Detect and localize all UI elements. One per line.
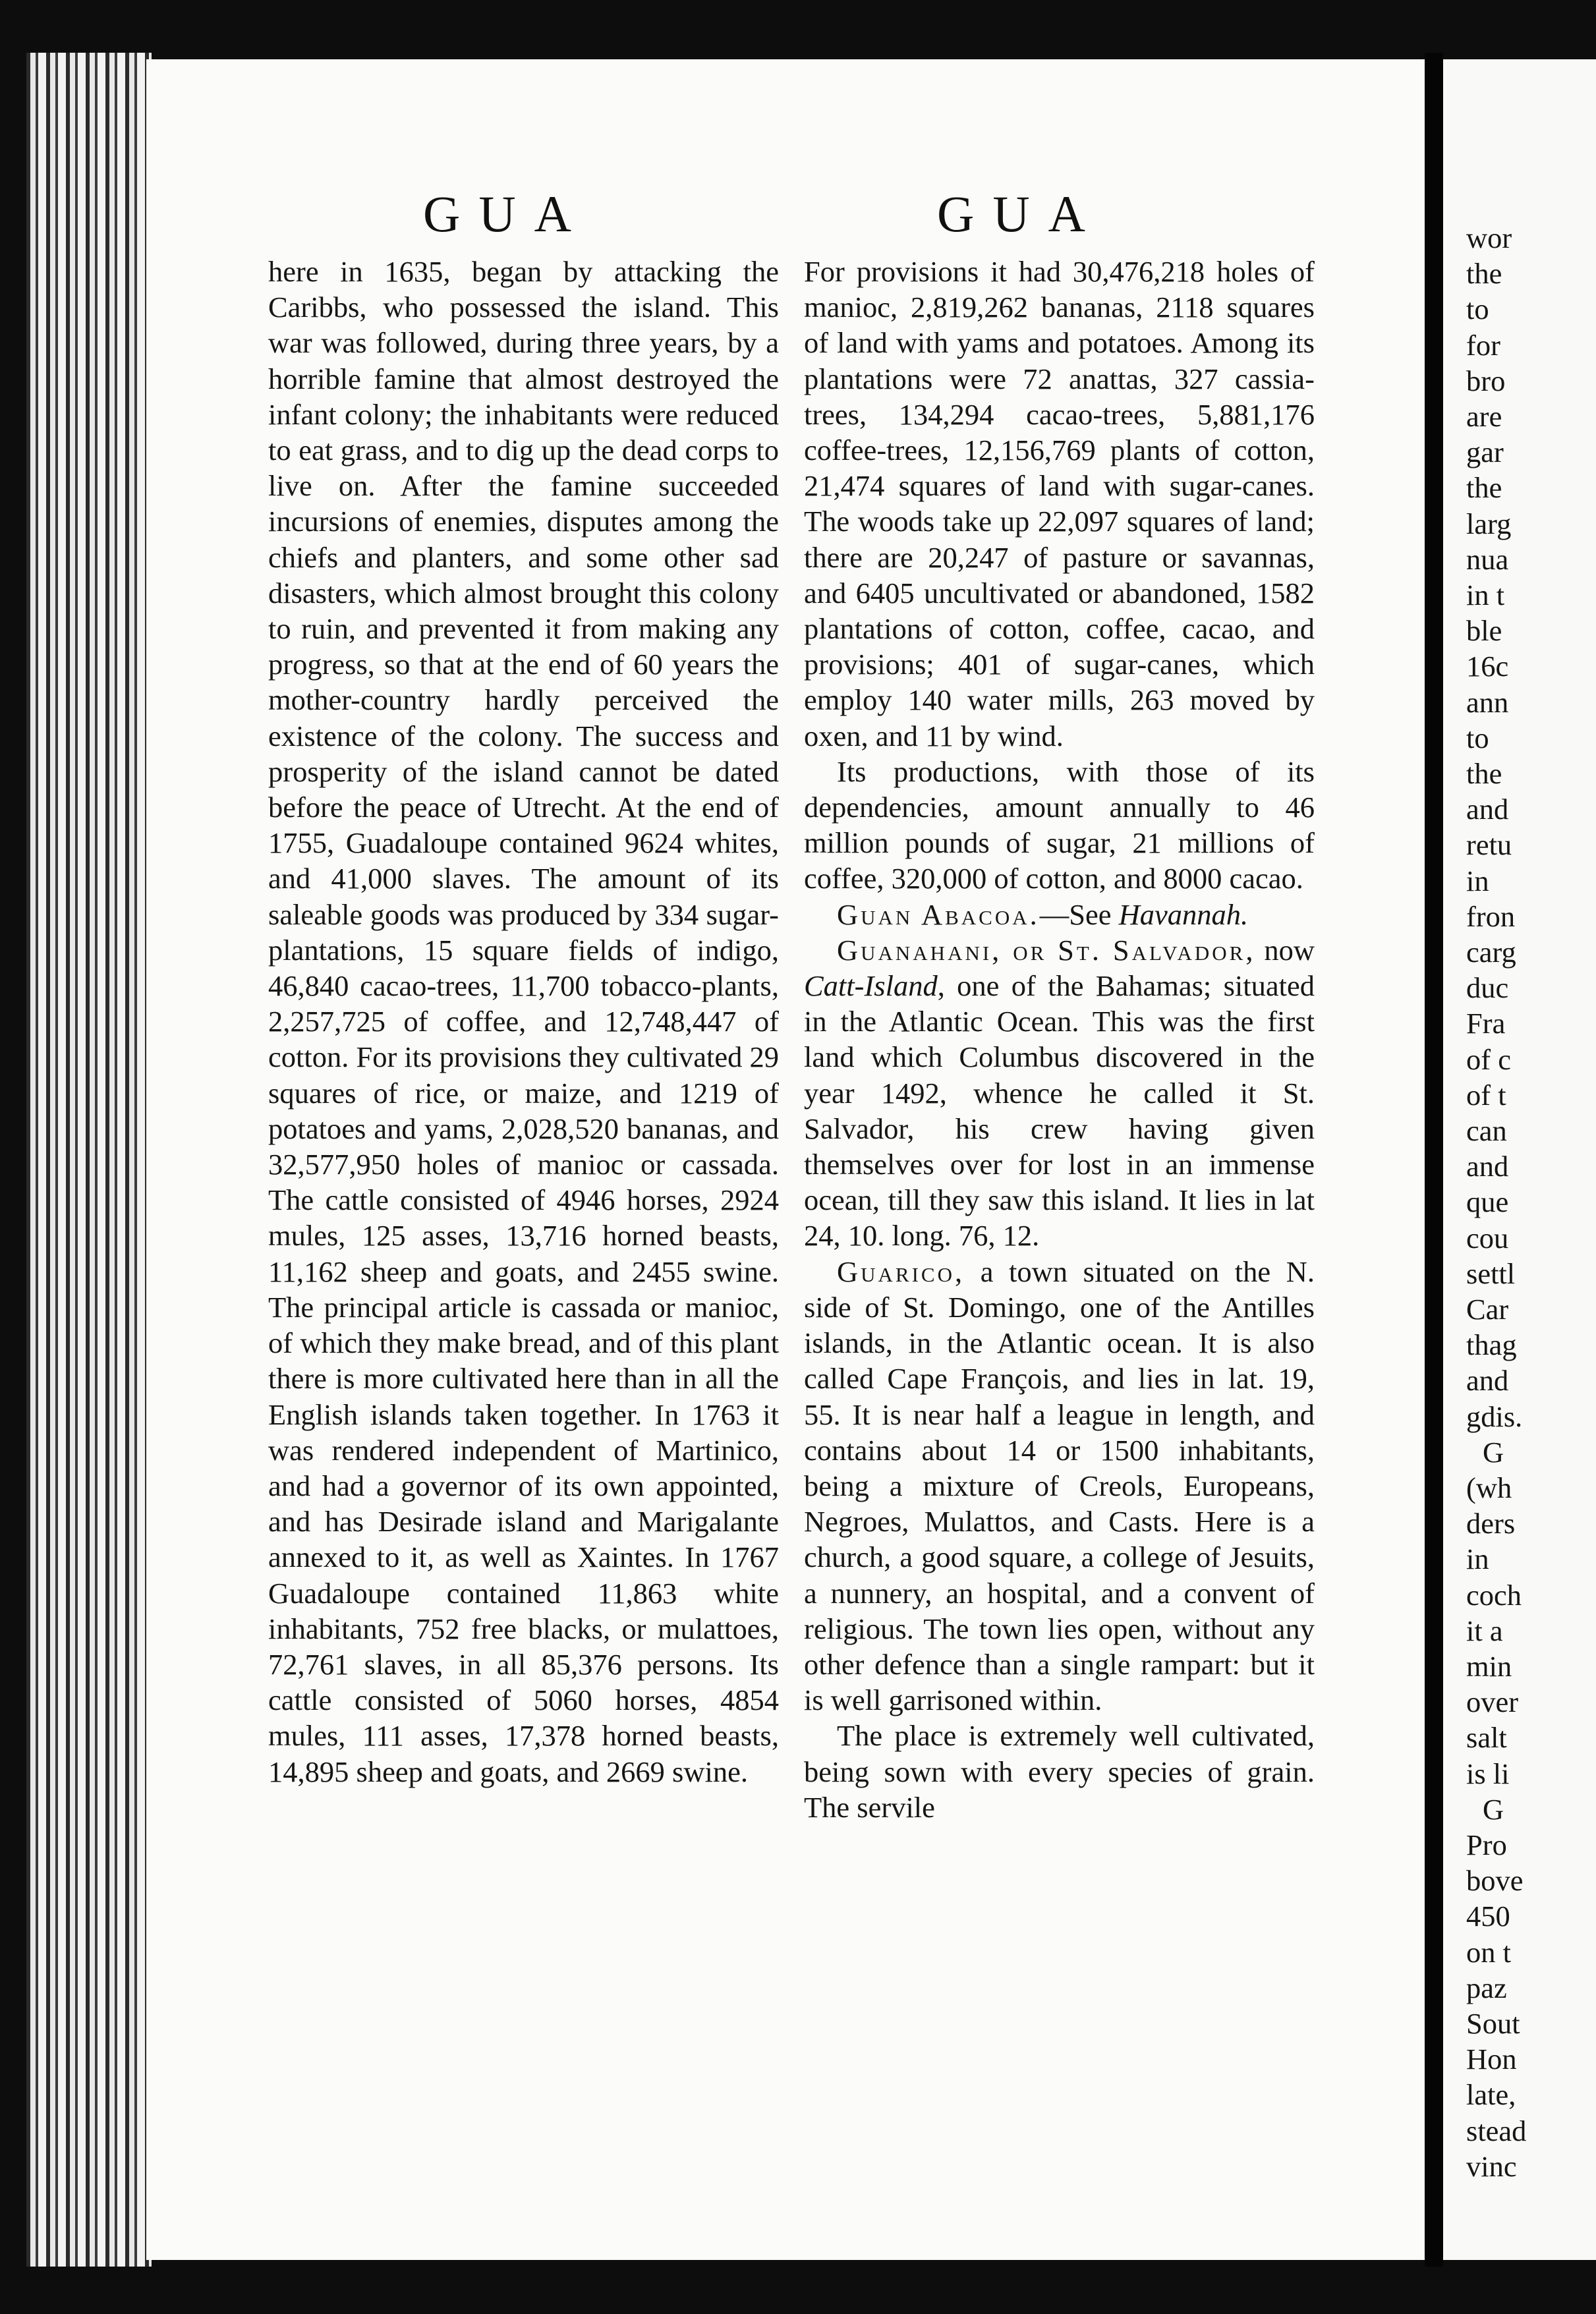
- next-page-line: is li: [1466, 1757, 1510, 1790]
- next-page-line: to: [1466, 293, 1489, 326]
- next-page-line: ders: [1466, 1507, 1516, 1540]
- entry-text: —See: [1039, 897, 1119, 931]
- next-page-line: paz: [1466, 1971, 1507, 2004]
- entry-name: Catt-Island: [804, 969, 938, 1003]
- next-page-line: for: [1466, 328, 1500, 362]
- next-page-line: Pro: [1466, 1828, 1507, 1861]
- next-page-line: min: [1466, 1650, 1512, 1683]
- next-page-line: que: [1466, 1185, 1509, 1219]
- entry-headword: Guarico,: [837, 1255, 965, 1288]
- entry-guan-abacoa: [804, 897, 1315, 932]
- next-page-line: vinc: [1466, 2149, 1517, 2183]
- next-page-line: can: [1466, 1114, 1507, 1147]
- next-page-line: nua: [1466, 542, 1509, 576]
- next-page-line: and: [1466, 793, 1509, 826]
- entry-text: a town situated on the N. side of St. Domingo, one of the Antilles islands, in the Atlantic ocean. It is also called Cape François, and lies in lat. 19, 55. It is near half a league in length, and contains about 14 or 1500 inhabitants, being a mixture of Creols, Europeans, Negroes, Mulattos, and Casts. Here is a church, a good square, a college of Jesuits, a nunnery, an hospital, and a convent of religious. The town lies open, without any other defence than a single rampart: but it is well garrisoned within.: [804, 1255, 1315, 1717]
- next-page-line: wor: [1466, 221, 1512, 254]
- next-page-line: settl: [1466, 1256, 1516, 1290]
- next-page-line: salt: [1466, 1721, 1507, 1755]
- next-page-line: gar: [1466, 436, 1504, 469]
- next-page-line: ann: [1466, 685, 1509, 719]
- next-page-line: late,: [1466, 2078, 1516, 2112]
- next-page-line: on t: [1466, 1935, 1511, 1969]
- next-page-line: the: [1466, 757, 1502, 790]
- entry-headword: Guan Abacoa.: [837, 897, 1040, 931]
- next-page-line: ble: [1466, 614, 1502, 648]
- next-page-line: the: [1466, 257, 1502, 291]
- next-page-line: retu: [1466, 828, 1512, 862]
- entry-guarico: [804, 1254, 1315, 1718]
- next-page-line: in t: [1466, 578, 1505, 611]
- next-page-line: gdis.: [1466, 1399, 1523, 1433]
- next-page-line: of c: [1466, 1042, 1511, 1076]
- page-edges: [26, 53, 152, 2267]
- next-page-line: bove: [1466, 1864, 1524, 1898]
- next-page-line: over: [1466, 1685, 1519, 1719]
- next-page-line: to: [1466, 721, 1489, 754]
- entry-headword: Guanahani, or St. Salvador,: [837, 933, 1256, 967]
- text-column-2: [804, 254, 1315, 1825]
- next-page-line: Sout: [1466, 2007, 1520, 2040]
- next-page-line: and: [1466, 1364, 1509, 1397]
- next-page-line: Car: [1466, 1293, 1509, 1326]
- next-page-line: are: [1466, 400, 1502, 433]
- gutter: [1425, 53, 1443, 2267]
- next-page-line: in: [1466, 1542, 1489, 1576]
- entry-text: now: [1255, 933, 1315, 967]
- next-page-line: G: [1483, 1792, 1504, 1826]
- paragraph: The place is extremely well cultivated, being sown with every species of grain. The servile: [804, 1719, 1315, 1824]
- next-page-line: fron: [1466, 899, 1516, 933]
- next-page-line: cou: [1466, 1221, 1509, 1255]
- next-page-line: carg: [1466, 936, 1516, 969]
- next-page-line: larg: [1466, 507, 1512, 540]
- text-column-1: [268, 254, 779, 1790]
- entry-guanahani: [804, 932, 1315, 1254]
- next-page-line: Hon: [1466, 2043, 1517, 2076]
- running-header-left: GUA: [423, 185, 590, 242]
- next-page-line: (wh: [1466, 1471, 1512, 1504]
- next-page-line: and: [1466, 1150, 1509, 1183]
- cross-reference: Havannah.: [1118, 897, 1249, 931]
- next-page-line: Fra: [1466, 1007, 1506, 1040]
- next-page-line: G: [1483, 1435, 1504, 1469]
- next-page-line: in: [1466, 864, 1489, 897]
- next-page-fragment: [1443, 59, 1596, 2260]
- next-page-line: of t: [1466, 1078, 1506, 1112]
- entry-text: , one of the Bahamas; situated in the Atlantic Ocean. This was the first land which Columbus discovered in the year 1492, whence he called it St. Salvador, his crew having given themselves over for lost in an immense ocean, till they saw this island. It lies in lat 24, 10. long. 76, 12.: [804, 969, 1315, 1253]
- next-page-line: the: [1466, 471, 1502, 505]
- paragraph: here in 1635, began by attacking the Caribbs, who possessed the island. This war was followed, during three years, by a horrible famine that almost destroyed the infant colony; the inhabitants were reduced to eat grass, and to dig up the dead corps to live on. After the famine succeeded incursions of enemies, disputes among the chiefs and planters, and some other sad disasters, which almost brought this colony to ruin, and prevented it from making any progress, so that at the end of 60 years the mother-country hardly perceived the existence of the colony. The success and prosperity of the island cannot be dated before the peace of Utrecht. At the end of 1755, Guadaloupe contained 9624 whites, and 41,000 slaves. The amount of its saleable goods was produced by 334 sugar-plantations, 15 square fields of indigo, 46,840 cacao-trees, 11,700 tobacco-plants, 2,257,725 of coffee, and 12,748,447 of cotton. For its provisions they cultivated 29 squares of rice, or maize, and 1219 of potatoes and yams, 2,028,520 bananas, and 32,577,950 holes of manioc or cassada. The cattle consisted of 4946 horses, 2924 mules, 125 asses, 13,716 horned beasts, 11,162 sheep and goats, and 2455 swine. The principal article is cassada or manioc, of which they make bread, and of this plant there is more cultivated here than in all the English islands taken together. In 1763 it was rendered independent of Martinico, and had a governor of its own appointed, and has Desirade island and Marigalante annexed to it, as well as Xaintes. In 1767 Guadaloupe contained 11,863 white inhabitants, 752 free blacks, or mulattoes, 72,761 slaves, in all 85,376 persons. Its cattle consisted of 5060 horses, 4854 mules, 111 asses, 17,378 horned beasts, 14,895 sheep and goats, and 2669 swine.: [268, 255, 779, 1788]
- next-page-line: coch: [1466, 1578, 1522, 1612]
- book-page: [146, 59, 1425, 2260]
- running-header-right: GUA: [937, 185, 1104, 242]
- next-page-line: duc: [1466, 971, 1509, 1005]
- next-page-line: stead: [1466, 2114, 1527, 2147]
- paragraph: Its productions, with those of its dependencies, amount annually to 46 million pounds of sugar, 21 millions of coffee, 320,000 of cotton, and 8000 cacao.: [804, 754, 1315, 895]
- next-page-line: it a: [1466, 1614, 1503, 1647]
- next-page-line: 16c: [1466, 650, 1509, 683]
- next-page-line: thag: [1466, 1328, 1517, 1362]
- paragraph: For provisions it had 30,476,218 holes of manioc, 2,819,262 bananas, 2118 squares of land with yams and potatoes. Among its plantations were 72 anattas, 327 cassia-trees, 134,294 cacao-trees, 5,881,176 coffee-trees, 12,156,769 plants of cotton, 21,474 squares of land with sugar-canes. The woods take up 22,097 squares of land; there are 20,247 of pasture or savannas, and 6405 uncultivated or abandoned, 1582 plantations of cotton, coffee, cacao, and provisions; 401 of sugar-canes, which employ 140 water mills, 263 moved by oxen, and 11 by wind.: [804, 255, 1315, 752]
- next-page-line: 450: [1466, 1900, 1510, 1933]
- next-page-line: bro: [1466, 364, 1506, 397]
